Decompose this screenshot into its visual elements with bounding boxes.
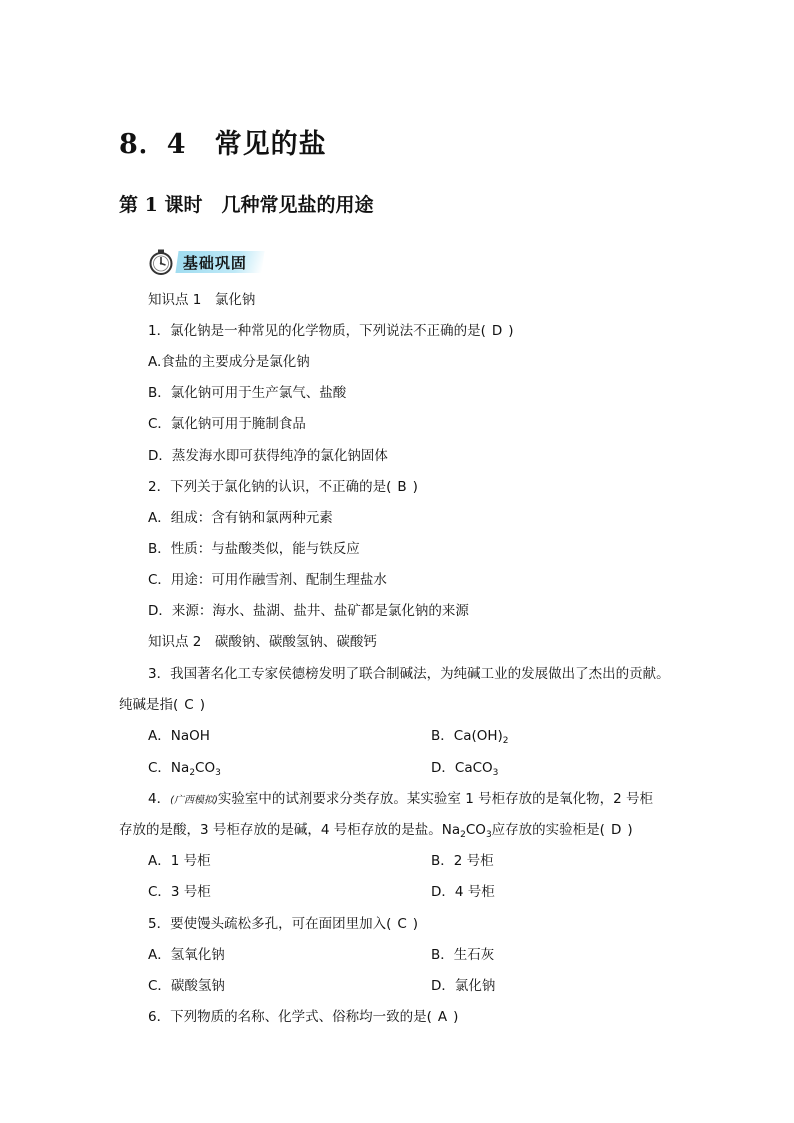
q2-option-b: B．性质：与盐酸类似，能与铁反应: [148, 541, 360, 557]
q4-option-a: A．1 号柜: [148, 853, 211, 869]
q3-option-c-sub1: 2: [189, 768, 196, 778]
q4-line-2-pre: 存放的是酸，3 号柜存放的是碱，4 号柜存放的是盐。Na: [119, 822, 461, 838]
q6-close: ): [453, 1009, 459, 1025]
q4-close: ): [627, 822, 633, 838]
q2-close: ): [412, 479, 418, 495]
question-4-line-2: [119, 821, 633, 839]
q1-option-b: B．氯化钠可用于生产氯气、盐酸: [148, 385, 347, 401]
q3-option-a: A．NaOH: [148, 728, 210, 744]
q4-line-1-text: 实验室中的试剂要求分类存放。某实验室 1 号柜存放的是氧化物，2 号柜: [217, 791, 653, 807]
q4-option-c: C．3 号柜: [148, 884, 211, 900]
q3-option-c-mid: CO: [195, 760, 216, 776]
q1-answer: D: [491, 323, 503, 339]
q5-close: ): [412, 916, 419, 932]
q1-option-a: A.食盐的主要成分是氯化钠: [148, 354, 310, 370]
q4-sub-2: 3: [485, 830, 492, 840]
question-4-line-1: [148, 790, 653, 810]
q3-option-d-sub: 3: [492, 768, 499, 778]
q3-option-b-sub: 2: [502, 736, 509, 746]
q2-stem-text: 2．下列关于氯化钠的认识，不正确的是(: [148, 479, 392, 495]
question-2-stem: [148, 478, 418, 496]
q3-option-c-text: C．Na: [148, 760, 190, 776]
question-3-line-1: 3．我国著名化工专家侯德榜发明了联合制碱法，为纯碱工业的发展做出了杰出的贡献。: [148, 666, 670, 682]
section-banner: [148, 247, 263, 277]
q2-option-d: D．来源：海水、盐湖、盐井、盐矿都是氯化钠的来源: [148, 603, 469, 619]
q4-number: 4．: [148, 791, 171, 807]
question-5-stem: [148, 915, 418, 933]
q5-option-c: C．碳酸氢钠: [148, 978, 225, 994]
lesson-subtitle: 第 1 课时 几种常见盐的用途: [119, 194, 374, 216]
q4-option-b: B．2 号柜: [431, 853, 494, 869]
q5-answer: C: [397, 916, 407, 932]
q3-option-d: [431, 759, 498, 777]
q5-option-d: D．氯化钠: [431, 978, 496, 994]
q5-option-b: B．生石灰: [431, 947, 495, 963]
q1-stem-text: 1．氯化钠是一种常见的化学物质，下列说法不正确的是(: [148, 323, 486, 339]
knowledge-point-1: 知识点 1 氯化钠: [148, 292, 256, 308]
q6-answer: A: [437, 1009, 448, 1025]
q6-stem-text: 6．下列物质的名称、化学式、俗称均一致的是(: [148, 1009, 432, 1025]
q3-stem-text: 纯碱是指(: [119, 697, 179, 713]
q2-answer: B: [397, 479, 407, 495]
banner-badge: [175, 251, 264, 273]
chapter-title: 8．4 常见的盐: [119, 129, 327, 160]
q3-option-d-text: D．CaCO: [431, 760, 493, 776]
q3-option-b: [431, 727, 509, 745]
q1-option-c: C．氯化钠可用于腌制食品: [148, 416, 306, 432]
q1-option-d: D．蒸发海水即可获得纯净的氯化钠固体: [148, 448, 388, 464]
q4-mid: CO: [465, 822, 486, 838]
q5-option-a: A．氢氧化钠: [148, 947, 225, 963]
q3-option-b-text: B．Ca(OH): [431, 728, 503, 744]
q4-option-d: D．4 号柜: [431, 884, 495, 900]
q1-close: ): [508, 323, 514, 339]
knowledge-point-2: 知识点 2 碳酸钠、碳酸氢钠、碳酸钙: [148, 634, 377, 650]
q4-sub-1: 2: [460, 830, 466, 840]
q3-close: ): [199, 697, 205, 713]
q5-stem-text: 5．要使馒头疏松多孔，可在面团里加入(: [148, 916, 392, 932]
q3-option-c: [148, 759, 221, 777]
q3-option-c-sub2: 3: [215, 768, 221, 778]
q3-answer: C: [184, 697, 194, 713]
question-6-stem: [148, 1008, 458, 1026]
banner-label: 基础巩固: [183, 253, 248, 272]
q2-option-c: C．用途：可用作融雪剂、配制生理盐水: [148, 572, 387, 588]
question-1-stem: [148, 322, 514, 340]
q2-option-a: A．组成：含有钠和氯两种元素: [148, 510, 333, 526]
q4-line-2-post: 应存放的实验柜是(: [491, 822, 605, 838]
q4-source: (广西模拟): [170, 795, 218, 806]
question-3-line-2: [119, 696, 205, 714]
q4-answer: D: [610, 822, 622, 838]
stopwatch-icon: [148, 249, 174, 275]
